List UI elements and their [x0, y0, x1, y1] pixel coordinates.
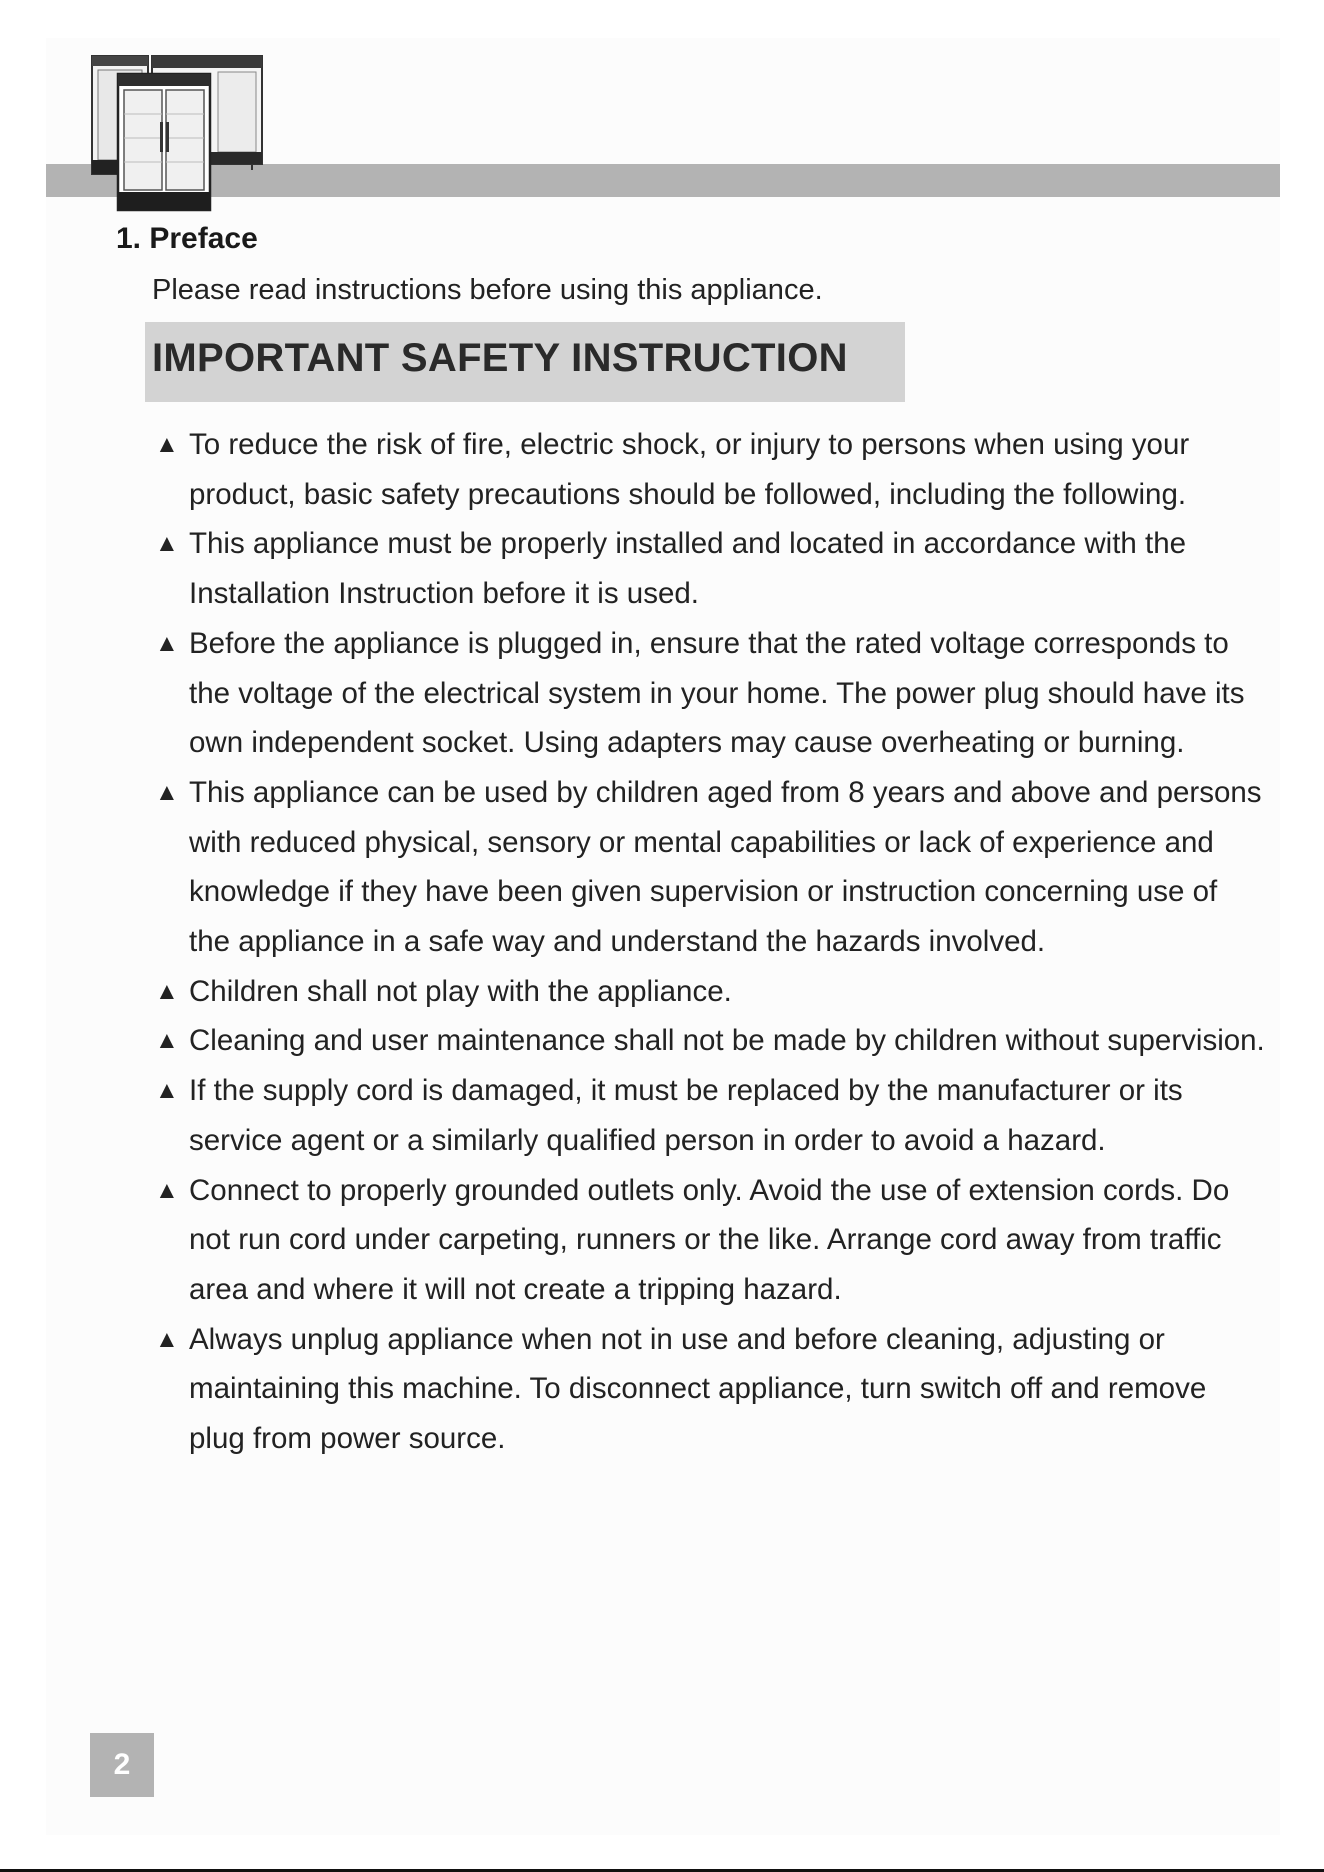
instruction-item: [155, 519, 1265, 618]
instruction-item: [155, 420, 1265, 519]
triangle-icon: ▲: [155, 1176, 179, 1204]
triangle-icon: ▲: [155, 977, 179, 1005]
instruction-item: [155, 1315, 1265, 1464]
triangle-icon: ▲: [155, 778, 179, 806]
intro-text: Please read instructions before using this appliance.: [152, 274, 823, 306]
section-heading: 1. Preface: [116, 222, 258, 255]
safety-instruction-list: [155, 420, 1265, 1464]
instruction-item: [155, 1166, 1265, 1315]
triangle-icon: ▲: [155, 530, 179, 558]
triangle-icon: ▲: [155, 1325, 179, 1353]
instruction-item: [155, 768, 1265, 967]
instruction-item: [155, 1066, 1265, 1165]
instruction-item: [155, 967, 1265, 1017]
instruction-text: Cleaning and user maintenance shall not be made by children without supervision.: [189, 1024, 1265, 1058]
triangle-icon: ▲: [155, 431, 179, 458]
triangle-icon: ▲: [155, 1027, 179, 1055]
instruction-item: [155, 619, 1265, 768]
instruction-text: Always unplug appliance when not in use and before cleaning, adjusting or maintaining this machine. To disconnect appliance, turn switch off and remove plug from power source.: [189, 1322, 1207, 1456]
instruction-text: Before the appliance is plugged in, ensure that the rated voltage corresponds to the voltage of the electrical system in your home. The power plug should have its own independent socket. Using adapters may cause overheating or burning.: [189, 626, 1245, 760]
instruction-text: To reduce the risk of fire, electric shock, or injury to persons when using your product, basic safety precautions should be followed, including the following.: [189, 428, 1190, 511]
instruction-text: Connect to properly grounded outlets only. Avoid the use of extension cords. Do not run cord under carpeting, runners or the like. Arrange cord away from traffic area and where it will not create a tripping hazard.: [189, 1173, 1230, 1306]
safety-title: IMPORTANT SAFETY INSTRUCTION: [152, 336, 848, 380]
triangle-icon: ▲: [155, 1077, 179, 1105]
instruction-text: This appliance can be used by children aged from 8 years and above and persons with reduced physical, sensory or mental capabilities or lack of experience and knowledge if they have been given supervision or instruction concerning use of the appliance in a safe way and understand the hazards involved.: [189, 775, 1262, 959]
instruction-text: Children shall not play with the appliance.: [189, 974, 732, 1008]
refrigerator-product-image: [88, 52, 268, 212]
triangle-icon: ▲: [155, 629, 179, 657]
instruction-text: This appliance must be properly installed and located in accordance with the Installation Instruction before it is used.: [189, 527, 1187, 611]
instruction-text: If the supply cord is damaged, it must be replaced by the manufacturer or its service agent or a similarly qualified person in order to avoid a hazard.: [189, 1074, 1183, 1157]
page-number: 2: [113, 1748, 131, 1781]
instruction-item: [155, 1016, 1265, 1066]
